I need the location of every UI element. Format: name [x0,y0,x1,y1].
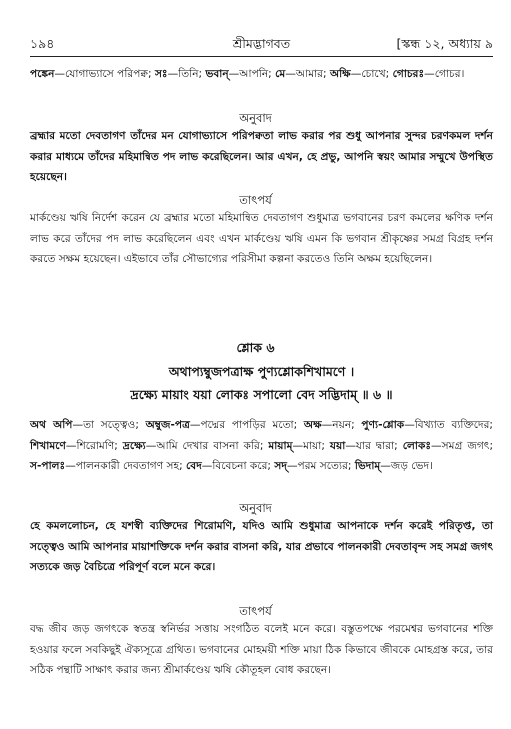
synonym-term: পুণ্য-শ্লোক [361,419,405,431]
synonym-term: যয়া [329,439,346,452]
synonym-term: অক্ষি [329,68,351,80]
synonym-term: পঙ্কেন [30,68,55,80]
synonym-meaning: গোচর [434,68,461,80]
synonym-term: দ্রক্ষ্যে [122,439,146,452]
header-rule [30,56,493,57]
synonym-meaning: যার দ্বারা [355,439,395,452]
purport-heading: তাৎপর্য [239,193,272,207]
synonym-term: ভিদাম্ [354,460,381,472]
synonym-meaning: পালনকারী দেবতাগণ সহ [75,460,180,472]
translation-heading-2: অনুবাদ [239,501,272,515]
synonym-meaning: মায়া [303,439,322,452]
synonym-meaning: পরম সত্যের [297,460,348,472]
synonym-meaning: পদ্মের পাপড়ির মতো [200,419,294,431]
synonyms-top: পঙ্কেন—যোগাভ্যাসে পরিপক্ব; সঃ—তিনি; ভবান্—আপনি; মে—আমার; অক্ষি—চোখে; গোচরঃ—গোচর। [30,68,465,80]
synonym-meaning: নয়ন [332,419,352,431]
synonym-term: মায়াম্ [268,439,293,452]
synonyms-verse: অথ অপি—তা সত্ত্বেও; অম্বুজ-পত্র—পদ্মের পাপড়ির মতো; অক্ষ—নয়ন; পুণ্য-শ্লোক—বিখ্যাত ব্যক্তিদের; শিখামণে—শিরোমণি; দ্রক্ষ্যে—আমি দেখার বাসনা করি; মায়াম্—মায়া; যয়া—যার দ্বারা; লোকঃ—সমগ্র জগৎ; স-পালঃ—পালনকারী দেবতাগণ সহ; বেদ—বিবেচনা করে; সদ্—পরম সত্যের; ভিদাম্—জড় ভেদ। [30,419,494,472]
synonym-term: ভবান্ [205,68,229,80]
verse-heading: শ্লোক ৬ [236,340,275,355]
translation-text: ব্রহ্মার মতো দেবতাগণ তাঁদের মন যোগাভ্যাসে পরিপক্বতা লাভ করার পর শুধু আপনার সুন্দর চরণকমল দর্শন করার মাধ্যমে তাঁদের মহিমান্বিত পদ লাভ করেছিলেন। আর এখন, হে প্রভু, আপনি স্বয়ং আমার সম্মুখে উপস্থিত হয়েছেন। [30,130,493,183]
section-reference: [স্কন্ধ ১২, অধ্যায় ৯ [396,36,493,51]
translation-text-2: হে কমললোচন, হে যশস্বী ব্যক্তিদের শিরোমণি, যদিও আমি শুধুমাত্র আপনাকে দর্শন করেই পরিতৃপ্ত, তা সত্ত্বেও আমি আপনার মায়াশক্তিকে দর্শন করার বাসনা করি, যার প্রভাবে পালনকারী দেবতাবৃন্দ সহ সমগ্র জগৎ সত্যকে জড় বৈচিত্রে পরিপূর্ণ বলে মনে করে। [30,520,493,573]
synonym-term: বেদ [186,460,202,472]
synonym-meaning: তা সত্ত্বেও [83,419,136,431]
verse-line-2: দ্রক্ষ্যে মায়াং যয়া লোকঃ সপালো বেদ সদ্ভিদাম্ ॥ ৬ ॥ [130,387,393,402]
synonym-meaning: আমার [295,68,324,80]
synonym-meaning: যোগাভ্যাসে পরিপক্ব [65,68,148,80]
purport-text-2: বদ্ধ জীব জড় জগৎকে স্বতন্ত্র স্বনির্ভর সত্তায় সংগঠিত বলেই মনে করে। বস্তুতপক্ষে পরমেশ্বর ভগবানের শক্তি হওয়ার ফলে সবকিছুই ঐক্যসূত্রে গ্রথিত। ভগবানের মোহময়ী শক্তি মায়া ঠিক কিভাবে জীবকে মোহগ্রস্ত করে, তার সঠিক পন্থাটি সাক্ষাৎ করার জন্য শ্রীমার্কণ্ডেয় ঋষি কৌতূহল বোধ করছেন। [30,623,493,676]
purport-heading-2: তাৎপর্য [239,604,272,618]
synonym-meaning: বিবেচনা করে [212,460,268,472]
synonym-term: অম্বুজ-পত্র [145,419,190,431]
synonym-meaning: আপনি [239,68,269,80]
synonym-term: মে [275,68,286,80]
verse-text [30,360,493,406]
page-number: ১৯৪ [30,36,55,51]
synonym-meaning: চোখে [361,68,386,80]
translation-heading: অনুবাদ [239,111,272,125]
page-header [30,36,493,54]
synonym-term: শিখামণে [30,439,66,452]
synonym-meaning: জড় ভেদ [390,460,430,472]
synonym-term: স-পালঃ [30,460,66,472]
synonym-meaning: সমগ্র জগৎ [441,439,490,452]
synonym-meaning: শিরোমণি [76,439,115,452]
synonym-term: অথ অপি [30,419,73,431]
synonym-term: অক্ষ [303,419,322,431]
purport-text: মার্কণ্ডেয় ঋষি নির্দেশ করেন যে ব্রহ্মার মতো মহিমান্বিত দেবতাগণ শুধুমাত্র ভগবানের চরণ কমলের ক্ষণিক দর্শন লাভ করে তাঁদের পদ লাভ করেছিলেন এবং এখন মার্কণ্ডেয় ঋষি এমন কি ভগবান শ্রীকৃষ্ণের সমগ্র বিগ্রহ দর্শন করতে সক্ষম হয়েছেন। এইভাবে তাঁর সৌভাগ্যের পরিসীমা কল্পনা করতেও তিনি অক্ষম হয়েছিলেন। [30,212,493,265]
synonym-term: সদ্ [274,460,287,472]
synonym-meaning: আমি দেখার বাসনা করি [156,439,260,452]
synonym-term: সঃ [154,68,168,80]
synonym-meaning: তিনি [178,68,199,80]
synonym-term: গোচরঃ [392,68,425,80]
book-title: শ্রীমদ্ভাগবত [232,36,291,51]
synonym-meaning: বিখ্যাত ব্যক্তিদের [414,419,490,431]
verse-line-1: অথাপ্যম্বুজপত্রাক্ষ পুণ্যশ্লোকশিখামণে । [168,364,355,379]
synonym-term: লোকঃ [402,439,432,452]
